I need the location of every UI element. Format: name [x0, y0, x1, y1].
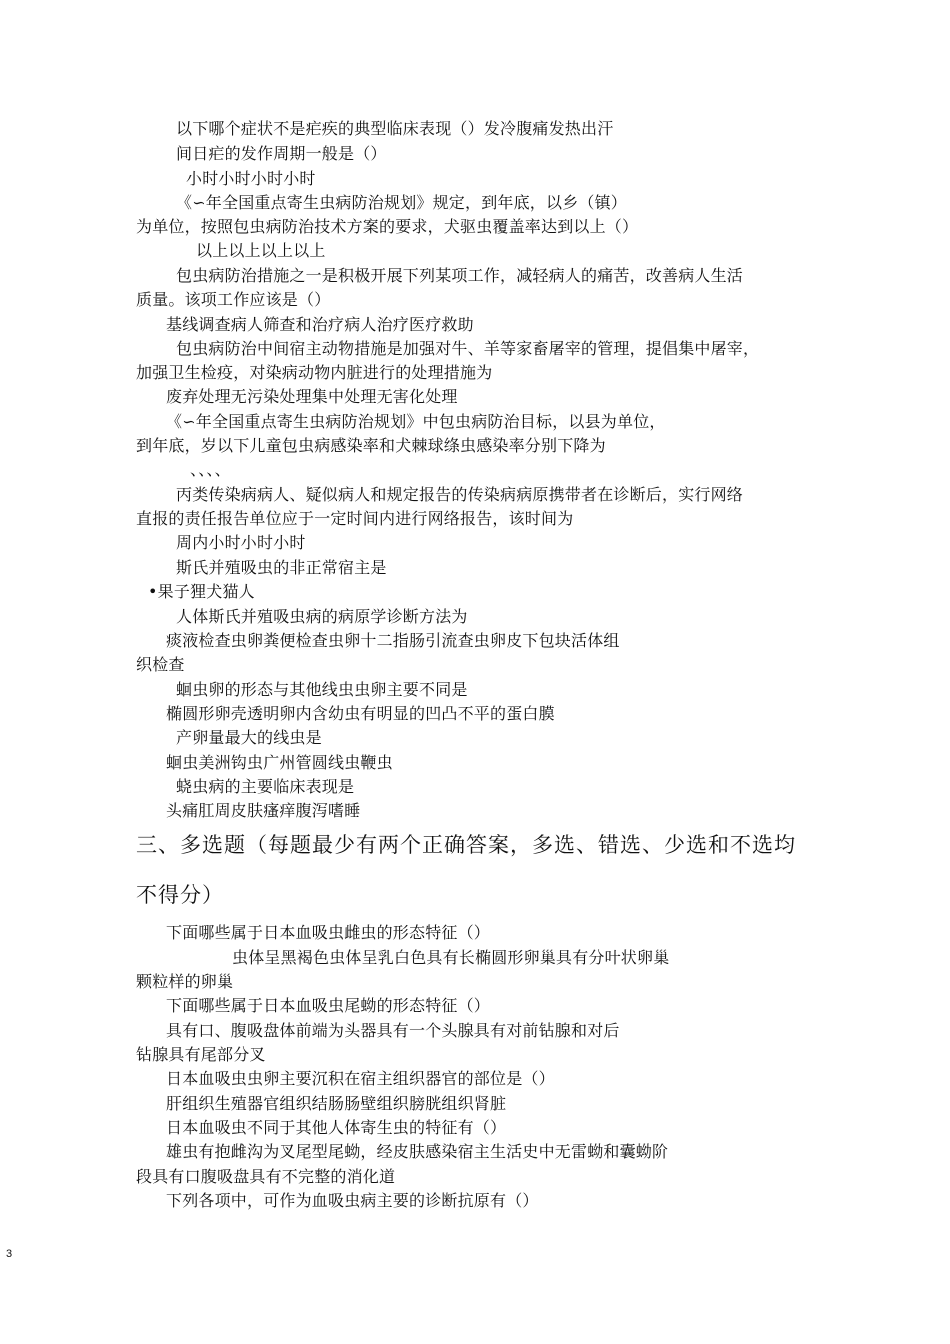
text-line: 基线调查病人筛查和治疗病人治疗医疗救助 [166, 315, 474, 334]
text-line: 、、、、 [190, 460, 231, 479]
text-line: 斯氏并殖吸虫的非正常宿主是 [176, 558, 387, 577]
text-line: 质量。该项工作应该是（） [136, 290, 331, 309]
text-line: 头痛肛周皮肤瘙痒腹泻嗜睡 [166, 801, 361, 820]
text-line: 以下哪个症状不是疟疾的典型临床表现（）发冷腹痛发热出汗 [176, 119, 614, 138]
text-line: 人体斯氏并殖吸虫病的病原学诊断方法为 [176, 607, 468, 626]
text-line: 蛔虫卵的形态与其他线虫虫卵主要不同是 [176, 680, 468, 699]
text-line: 下面哪些属于日本血吸虫雌虫的形态特征（） [166, 923, 491, 942]
text-line: 《∽年全国重点寄生虫病防治规划》中包虫病防治目标，以县为单位， [166, 412, 666, 431]
text-line: 椭圆形卵壳透明卵内含幼虫有明显的凹凸不平的蛋白膜 [166, 704, 555, 723]
page-number: 3 [6, 1248, 13, 1260]
text-line: •果子狸犬猫人 [148, 582, 255, 601]
text-line: 废弃处理无污染处理集中处理无害化处理 [166, 387, 458, 406]
text-line: 蛔虫美洲钩虫广州管圆线虫鞭虫 [166, 753, 393, 772]
text-line: 雄虫有抱雌沟为叉尾型尾蚴，经皮肤感染宿主生活史中无雷蚴和囊蚴阶 [166, 1142, 669, 1161]
text-line: 以上以上以上以上 [196, 241, 326, 260]
text-line: 周内小时小时小时 [176, 533, 306, 552]
text-line: 虫体呈黑褐色虫体呈乳白色具有长椭圆形卵巢具有分叶状卵巢 [232, 948, 670, 967]
text-line: 钻腺具有尾部分叉 [136, 1045, 266, 1064]
text-line: 直报的责任报告单位应于一定时间内进行网络报告，该时间为 [136, 509, 574, 528]
section-heading-continuation: 不得分） [136, 883, 224, 907]
text-line: 包虫病防治措施之一是积极开展下列某项工作，减轻病人的痛苦，改善病人生活 [176, 266, 744, 285]
text-line: 丙类传染病病人、疑似病人和规定报告的传染病病原携带者在诊断后，实行网络 [176, 485, 744, 504]
text-line: 为单位，按照包虫病防治技术方案的要求，犬驱虫覆盖率达到以上（） [136, 217, 639, 236]
text-line: 织检查 [136, 655, 185, 674]
text-line: 痰液检查虫卵粪便检查虫卵十二指肠引流查虫卵皮下包块活体组 [166, 631, 620, 650]
text-line: 下面哪些属于日本血吸虫尾蚴的形态特征（） [166, 996, 491, 1015]
text-line: 下列各项中，可作为血吸虫病主要的诊断抗原有（） [166, 1191, 539, 1210]
text-line: 段具有口腹吸盘具有不完整的消化道 [136, 1167, 396, 1186]
section-heading: 三、多选题（每题最少有两个正确答案，多选、错选、少选和不选均 [136, 833, 796, 857]
text-line: 产卵量最大的线虫是 [176, 728, 322, 747]
text-line: 日本血吸虫虫卵主要沉积在宿主组织器官的部位是（） [166, 1069, 555, 1088]
text-line: 日本血吸虫不同于其他人体寄生虫的特征有（） [166, 1118, 507, 1137]
text-line: 蛲虫病的主要临床表现是 [176, 777, 355, 796]
text-line: 颗粒样的卵巢 [136, 972, 234, 991]
text-line: 肝组织生殖器官组织结肠肠壁组织膀胱组织肾脏 [166, 1094, 507, 1113]
text-line: 包虫病防治中间宿主动物措施是加强对牛、羊等家畜屠宰的管理，提倡集中屠宰， [176, 339, 760, 358]
text-line: 《∽年全国重点寄生虫病防治规划》规定，到年底，以乡（镇） [176, 193, 628, 212]
text-line: 到年底，岁以下儿童包虫病感染率和犬棘球绦虫感染率分别下降为 [136, 436, 606, 455]
text-line: 小时小时小时小时 [186, 169, 316, 188]
text-line: 间日疟的发作周期一般是（） [176, 144, 387, 163]
text-line: 加强卫生检疫，对染病动物内脏进行的处理措施为 [136, 363, 493, 382]
text-line: 具有口、腹吸盘体前端为头器具有一个头腺具有对前钻腺和对后 [166, 1021, 620, 1040]
